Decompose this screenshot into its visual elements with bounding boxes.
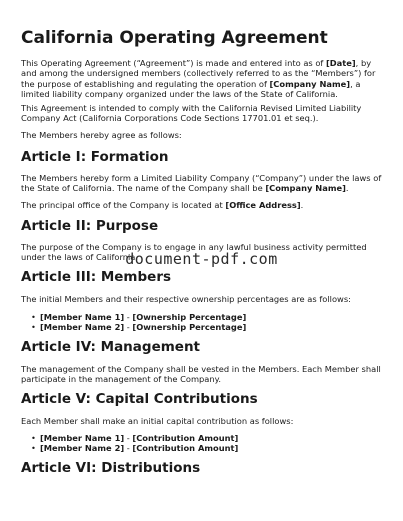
list-item: • [Member Name 2] - [Ownership Percentage] — [20, 322, 246, 332]
article-5-heading: Article V: Capital Contributions — [21, 391, 258, 407]
article-1-paragraph-1: The Members hereby form a Limited Liability Company (“Company”) under the laws of the State of California. The name of the Company shall be [Company Name]. — [21, 173, 382, 194]
article-2-paragraph-1: The purpose of the Company is to engage in any lawful business activity permitted under the laws of California. — [21, 242, 367, 263]
document-title: California Operating Agreement — [21, 28, 328, 48]
article-1-heading: Article I: Formation — [21, 149, 169, 165]
article-3-heading: Article III: Members — [21, 269, 172, 285]
bold-placeholder: [Date] — [326, 58, 356, 68]
list-item: • [Member Name 1] - [Contribution Amount] — [20, 433, 238, 443]
article-3-paragraph-1: The initial Members and their respective ownership percentages are as follows: — [21, 294, 351, 304]
article-4-heading: Article IV: Management — [21, 339, 201, 355]
article-3-member-list — [20, 312, 246, 333]
watermark-text: document-pdf.com — [125, 250, 278, 268]
article-6-heading: Article VI: Distributions — [21, 460, 201, 476]
bold-placeholder: [Company Name] — [265, 183, 346, 194]
list-item: • [Member Name 2] - [Contribution Amount] — [20, 443, 238, 453]
article-5-contribution-list — [20, 433, 238, 454]
intro-paragraph-2: This Agreement is intended to comply with the California Revised Limited Liability Company Act (California Corporations Code Sections 17701.01 et seq.). — [21, 103, 362, 124]
intro-paragraph-1: This Operating Agreement (“Agreement”) is made and entered into as of [Date], by and among the undersigned members (collectively referred to as the “Members”) for the purpose of establishing and regulating the operation of [Company Name], a limited liability company organized under the laws of the State of California. — [21, 58, 376, 99]
intro-paragraph-3: The Members hereby agree as follows: — [21, 130, 182, 140]
bold-placeholder: [Office Address] — [225, 200, 301, 210]
article-4-paragraph-1: The management of the Company shall be vested in the Members. Each Member shall participate in the management of the Company. — [21, 364, 381, 385]
article-5-paragraph-1: Each Member shall make an initial capital contribution as follows: — [21, 416, 294, 426]
list-item: • [Member Name 1] - [Ownership Percentage] — [20, 312, 246, 322]
article-1-paragraph-2: The principal office of the Company is located at [Office Address]. — [21, 200, 304, 210]
article-2-heading: Article II: Purpose — [21, 218, 159, 234]
bold-placeholder: [Company Name] — [269, 78, 351, 89]
